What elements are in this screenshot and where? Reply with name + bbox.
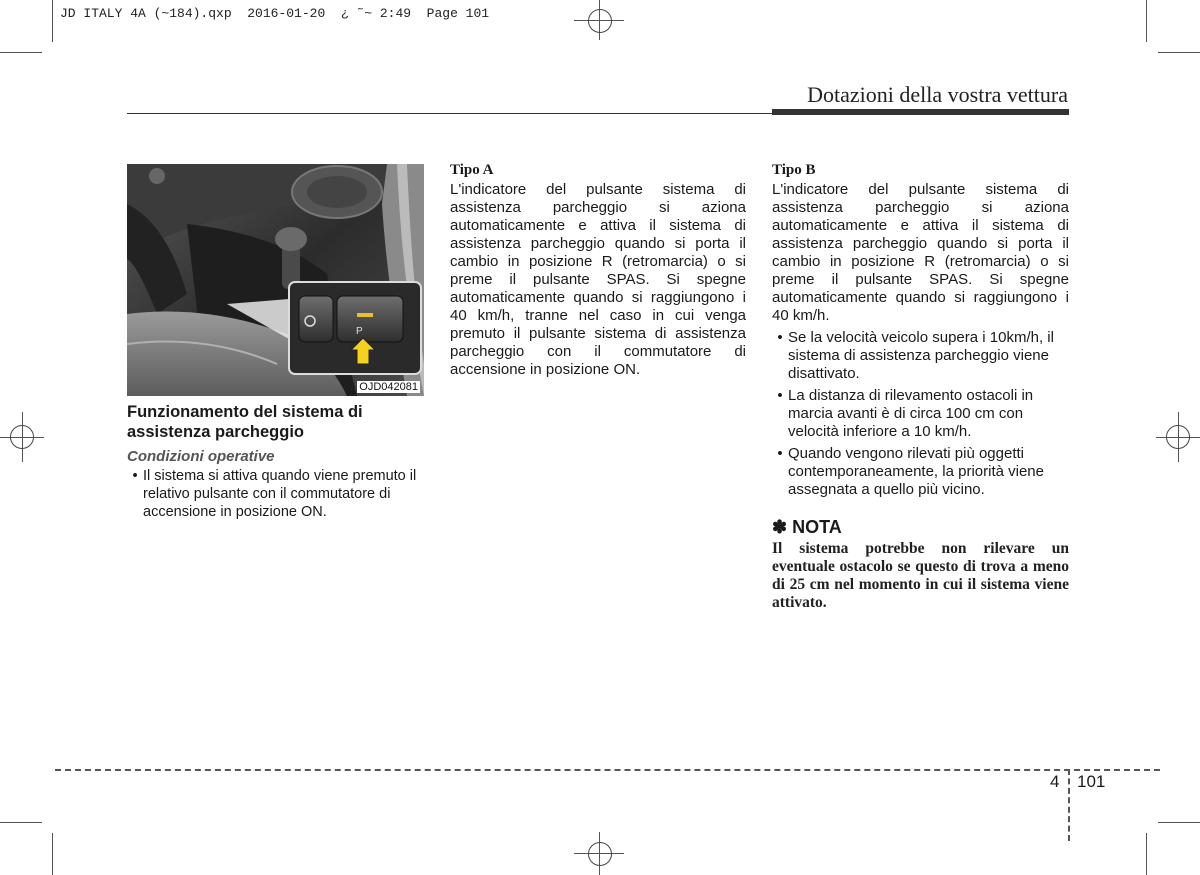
crop-mark	[1158, 822, 1200, 823]
crop-mark	[52, 0, 53, 42]
crop-mark	[0, 52, 42, 53]
section-heading: Funzionamento del sistema di assistenza parcheggio	[127, 403, 363, 441]
print-slug: JD ITALY 4A (~184).qxp 2016-01-20 ¿ ˜~ 2:49 Page 101	[60, 6, 490, 21]
chapter-number: 4	[1050, 772, 1060, 791]
page-number: 101	[1077, 772, 1106, 791]
list-item	[772, 329, 1069, 383]
figure-code: OJD042081	[359, 381, 418, 393]
tipo-b-title: Tipo B	[772, 162, 816, 178]
tipo-a-text: L'indicatore del pulsante sistema di assistenza parcheggio si aziona automaticamente e attiva il sistema di assistenza parcheggio quando si porta il cambio in posizione R (retromarcia) o si preme il pulsante SPAS. Si spegne automaticamente quando si raggiungono i 40 km/h, tranne nel caso in cui venga premuto il pulsante sistema di assistenza parcheggio con il commutatore di accensione in posizione ON.	[450, 181, 746, 378]
dashboard-photo	[127, 164, 424, 396]
left-column	[127, 402, 424, 521]
registration-mark-right	[1156, 412, 1200, 462]
bullet-icon: •	[777, 329, 783, 346]
crop-mark	[0, 822, 42, 823]
running-title: Dotazioni della vostra vettura	[807, 82, 1068, 107]
registration-mark-top	[574, 0, 624, 40]
list-item	[772, 445, 1069, 499]
middle-column	[450, 162, 746, 379]
right-column	[772, 162, 1069, 612]
crop-mark	[1146, 0, 1147, 42]
list-item	[127, 467, 424, 521]
section-subheading: Condizioni operative	[127, 448, 275, 465]
crop-mark	[1146, 833, 1147, 875]
nota-title: ✽ NOTA	[772, 517, 842, 537]
bullet-icon: •	[777, 445, 783, 462]
bullet-icon: •	[777, 387, 783, 404]
crop-mark	[1158, 52, 1200, 53]
bullet-icon: •	[132, 468, 138, 484]
footer-divider	[1068, 769, 1070, 841]
crop-mark	[52, 833, 53, 875]
tipo-a-title: Tipo A	[450, 162, 494, 178]
header-rule-thick	[772, 109, 1069, 115]
registration-mark-left	[0, 412, 44, 462]
nota-text: Il sistema potrebbe non rilevare un eventuale ostacolo se questo di trova a meno di 25 cm nel momento in cui il sistema viene attivato.	[772, 540, 1069, 611]
footer-rule	[55, 769, 1160, 771]
list-item	[772, 387, 1069, 441]
registration-mark-bottom	[574, 832, 624, 875]
list-item-text: Il sistema si attiva quando viene premuto il relativo pulsante con il commutatore di accensione in posizione ON.	[143, 468, 417, 520]
spas-button-label: P	[356, 326, 363, 337]
list-item-text: Quando vengono rilevati più oggetti contemporaneamente, la priorità viene assegnata a quello più vicino.	[788, 445, 1044, 498]
list-item-text: La distanza di rilevamento ostacoli in marcia avanti è di circa 100 cm con velocità inferiore a 10 km/h.	[788, 387, 1034, 440]
list-item-text: Se la velocità veicolo supera i 10km/h, il sistema di assistenza parcheggio viene disattivato.	[788, 329, 1054, 382]
tipo-b-text: L'indicatore del pulsante sistema di assistenza parcheggio si aziona automaticamente e attiva il sistema di assistenza parcheggio quando si porta il cambio in posizione R (retromarcia) o si preme il pulsante SPAS. Si spegne automaticamente quando si raggiungono i 40 km/h.	[772, 181, 1069, 324]
header-rule	[127, 113, 772, 114]
